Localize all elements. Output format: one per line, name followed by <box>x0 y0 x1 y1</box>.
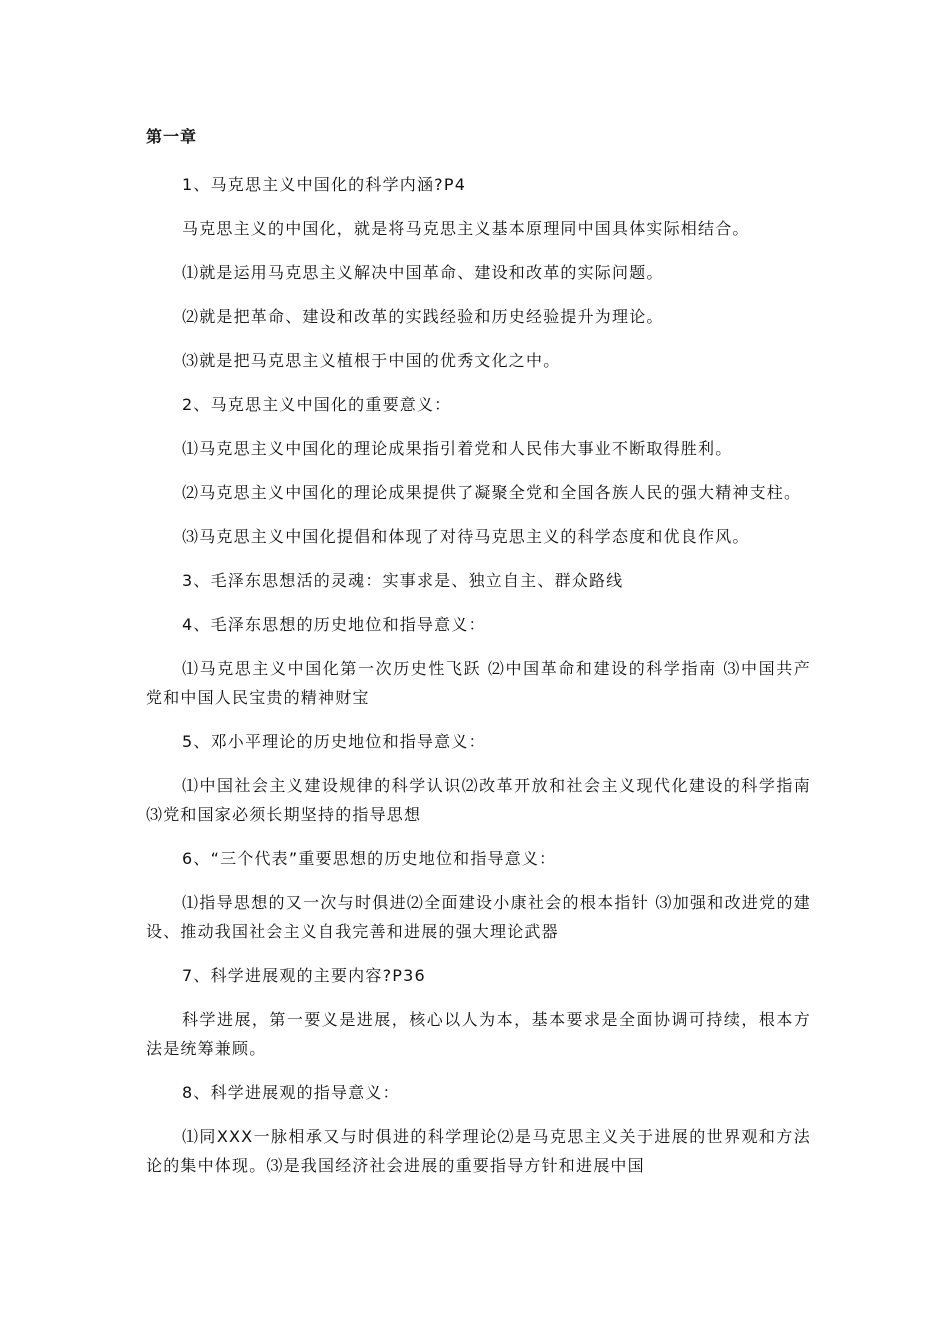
chapter-title: 第一章 <box>146 127 198 146</box>
question-heading-8: 8、科学进展观的指导意义： <box>182 1083 400 1102</box>
question-heading-3: 3、毛泽东思想活的灵魂：实事求是、独立自主、群众路线 <box>182 571 624 590</box>
question-heading-7: 7、科学进展观的主要内容?P36 <box>182 966 426 985</box>
answer-paragraph: ⑴指导思想的又一次与时俱进⑵全面建设小康社会的根本指针 ⑶加强和改进党的建设、推动我国社会主义自我完善和进展的强大理论武器 <box>146 893 811 941</box>
question-heading-6: 6、“三个代表”重要思想的历史地位和指导意义： <box>182 849 557 868</box>
question-heading-2: 2、马克思主义中国化的重要意义： <box>182 395 452 414</box>
question-heading-5: 5、邓小平理论的历史地位和指导意义： <box>182 732 486 751</box>
answer-point: ⑵就是把革命、建设和改革的实践经验和历史经验提升为理论。 <box>182 307 664 326</box>
answer-paragraph: 科学进展，第一要义是进展，核心以人为本，基本要求是全面协调可持续，根本方法是统筹兼顾。 <box>146 1010 811 1058</box>
answer-point: ⑶马克思主义中国化提倡和体现了对待马克思主义的科学态度和优良作风。 <box>182 527 750 546</box>
answer-point: ⑵马克思主义中国化的理论成果提供了凝聚全党和全国各族人民的强大精神支柱。 <box>182 483 802 502</box>
answer-point: ⑴就是运用马克思主义解决中国革命、建设和改革的实际问题。 <box>182 263 664 282</box>
question-heading-1: 1、马克思主义中国化的科学内涵?P4 <box>182 175 467 194</box>
question-heading-4: 4、毛泽东思想的历史地位和指导意义： <box>182 615 486 634</box>
answer-paragraph: ⑴马克思主义中国化第一次历史性飞跃 ⑵中国革命和建设的科学指南 ⑶中国共产党和中国人民宝贵的精神财宝 <box>146 659 811 707</box>
answer-paragraph: 马克思主义的中国化，就是将马克思主义基本原理同中国具体实际相结合。 <box>182 219 750 238</box>
answer-point: ⑴马克思主义中国化的理论成果指引着党和人民伟大事业不断取得胜利。 <box>182 439 733 458</box>
document-body <box>146 170 811 1195</box>
answer-point: ⑶就是把马克思主义植根于中国的优秀文化之中。 <box>182 351 561 370</box>
answer-paragraph: ⑴同XXX一脉相承又与时俱进的科学理论⑵是马克思主义关于进展的世界观和方法论的集中体现。⑶是我国经济社会进展的重要指导方针和进展中国 <box>146 1127 811 1175</box>
answer-paragraph: ⑴中国社会主义建设规律的科学认识⑵改革开放和社会主义现代化建设的科学指南⑶党和国家必须长期坚持的指导思想 <box>146 776 811 824</box>
